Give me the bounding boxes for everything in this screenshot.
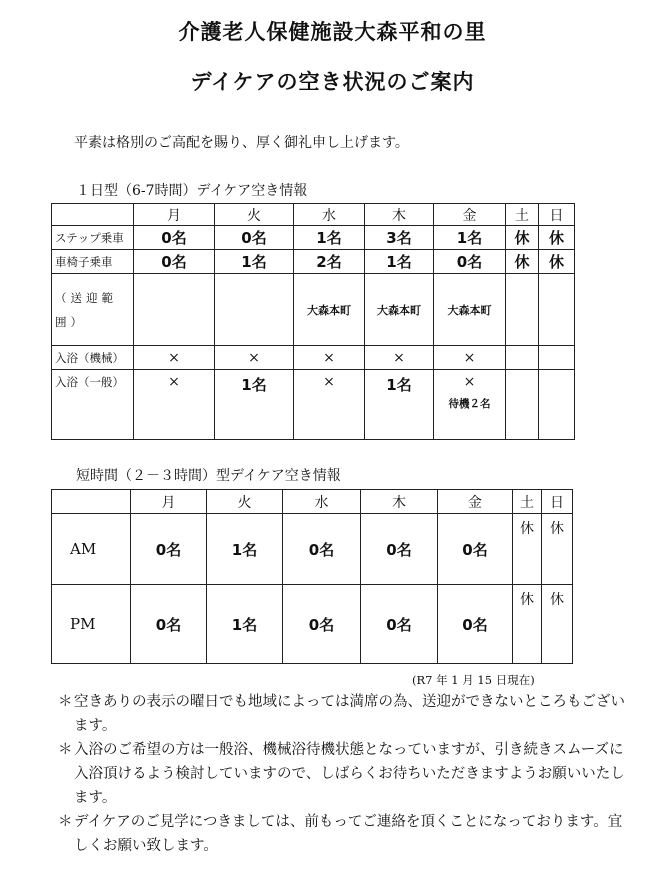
cell: 休 bbox=[542, 585, 573, 664]
cell: 1名 bbox=[215, 370, 294, 440]
day-header: 木 bbox=[361, 490, 438, 514]
note-text: 入浴のご希望の方は一般浴、機械浴待機状態となっていますが、引き続きスムーズに入浴頂けるよう検討していますので、しばらくお待ちいただきますようお願いいたします。 bbox=[74, 742, 625, 806]
row-label: 入浴（機械） bbox=[52, 346, 134, 370]
cell: × bbox=[134, 346, 215, 370]
cell: 0名 bbox=[438, 514, 513, 585]
table-row bbox=[52, 514, 573, 585]
cell: 休 bbox=[539, 250, 575, 274]
table-row bbox=[52, 585, 573, 664]
day-header: 日 bbox=[542, 490, 573, 514]
day-care-section-title: １日型（6-7時間）デイケア空き情報 bbox=[76, 183, 308, 199]
cell bbox=[506, 370, 539, 440]
cell: 0名 bbox=[283, 585, 361, 664]
row-label: 入浴（一般） bbox=[52, 370, 134, 440]
cell: 1名 bbox=[207, 585, 283, 664]
day-header: 火 bbox=[207, 490, 283, 514]
cell: 0名 bbox=[131, 514, 207, 585]
table-row bbox=[52, 226, 575, 250]
facility-title: 介護老人保健施設大森平和の里 bbox=[178, 20, 487, 44]
cell: × bbox=[434, 346, 506, 370]
cell bbox=[539, 370, 575, 440]
day-header: 日 bbox=[539, 204, 575, 226]
cell bbox=[506, 346, 539, 370]
cell: 0名 bbox=[434, 250, 506, 274]
cell: 2名 bbox=[294, 250, 365, 274]
day-care-availability-table bbox=[51, 203, 575, 440]
cell bbox=[539, 274, 575, 346]
cell: 0名 bbox=[361, 514, 438, 585]
day-header: 金 bbox=[438, 490, 513, 514]
cell: 0名 bbox=[134, 250, 215, 274]
cell: 1名 bbox=[215, 250, 294, 274]
cell bbox=[539, 346, 575, 370]
cell: 0名 bbox=[131, 585, 207, 664]
cell: 1名 bbox=[434, 226, 506, 250]
cell bbox=[506, 274, 539, 346]
day-header: 金 bbox=[434, 204, 506, 226]
document-title: デイケアの空き状況のご案内 bbox=[190, 70, 475, 94]
waitlist-note: 待機２名 bbox=[448, 398, 491, 410]
row-label: （送迎範囲） bbox=[52, 274, 134, 346]
note-text: デイケアのご見学につきましては、前もってご連絡を頂くことになっております。宜しくお願い致します。 bbox=[74, 814, 623, 854]
cell-value: × bbox=[463, 374, 476, 390]
day-header: 月 bbox=[131, 490, 207, 514]
cell: 0名 bbox=[283, 514, 361, 585]
cell: 0名 bbox=[134, 226, 215, 250]
day-header: 土 bbox=[513, 490, 542, 514]
cell: 大森本町 bbox=[294, 274, 365, 346]
cell: 1名 bbox=[365, 370, 434, 440]
asterisk-mark: ＊ bbox=[58, 814, 73, 830]
cell: 休 bbox=[542, 514, 573, 585]
cell bbox=[434, 370, 506, 440]
cell bbox=[134, 274, 215, 346]
notes-list bbox=[58, 690, 628, 858]
table-row bbox=[52, 346, 575, 370]
table-row bbox=[52, 250, 575, 274]
cell: 休 bbox=[539, 226, 575, 250]
cell: 0名 bbox=[438, 585, 513, 664]
cell: 0名 bbox=[361, 585, 438, 664]
cell: × bbox=[294, 370, 365, 440]
day-header: 月 bbox=[134, 204, 215, 226]
cell: 3名 bbox=[365, 226, 434, 250]
asterisk-mark: ＊ bbox=[58, 742, 73, 758]
row-label: PM bbox=[52, 585, 131, 664]
row-label: ステップ乗車 bbox=[52, 226, 134, 250]
greeting-text: 平素は格別のご高配を賜り、厚く御礼申し上げます。 bbox=[74, 135, 409, 151]
note-item bbox=[58, 690, 628, 738]
day-header: 木 bbox=[365, 204, 434, 226]
cell: 大森本町 bbox=[434, 274, 506, 346]
day-header: 土 bbox=[506, 204, 539, 226]
day-header: 水 bbox=[294, 204, 365, 226]
as-of-date: (R7 年 1 月 15 日現在) bbox=[412, 673, 535, 687]
cell: 1名 bbox=[207, 514, 283, 585]
note-text: 空きありの表示の曜日でも地域によっては満席の為、送迎ができないところもございます。 bbox=[74, 694, 625, 734]
cell: 休 bbox=[513, 514, 542, 585]
cell: 休 bbox=[506, 226, 539, 250]
cell: 休 bbox=[506, 250, 539, 274]
short-care-availability-table bbox=[51, 489, 573, 664]
cell bbox=[215, 274, 294, 346]
cell: × bbox=[215, 346, 294, 370]
day-header: 火 bbox=[215, 204, 294, 226]
note-item bbox=[58, 810, 628, 858]
cell: × bbox=[134, 370, 215, 440]
cell: 1名 bbox=[294, 226, 365, 250]
asterisk-mark: ＊ bbox=[58, 694, 73, 710]
cell: × bbox=[365, 346, 434, 370]
table-row bbox=[52, 370, 575, 440]
cell: 休 bbox=[513, 585, 542, 664]
note-item bbox=[58, 738, 628, 810]
cell: 0名 bbox=[215, 226, 294, 250]
short-care-section-title: 短時間（２－３時間）型デイケア空き情報 bbox=[76, 468, 341, 484]
table-header-row bbox=[52, 204, 575, 226]
row-label: 車椅子乗車 bbox=[52, 250, 134, 274]
cell: 1名 bbox=[365, 250, 434, 274]
cell: × bbox=[294, 346, 365, 370]
day-header: 水 bbox=[283, 490, 361, 514]
cell: 大森本町 bbox=[365, 274, 434, 346]
table-row bbox=[52, 274, 575, 346]
table-header-row bbox=[52, 490, 573, 514]
row-label: AM bbox=[52, 514, 131, 585]
corner-cell bbox=[52, 204, 134, 226]
corner-cell bbox=[52, 490, 131, 514]
